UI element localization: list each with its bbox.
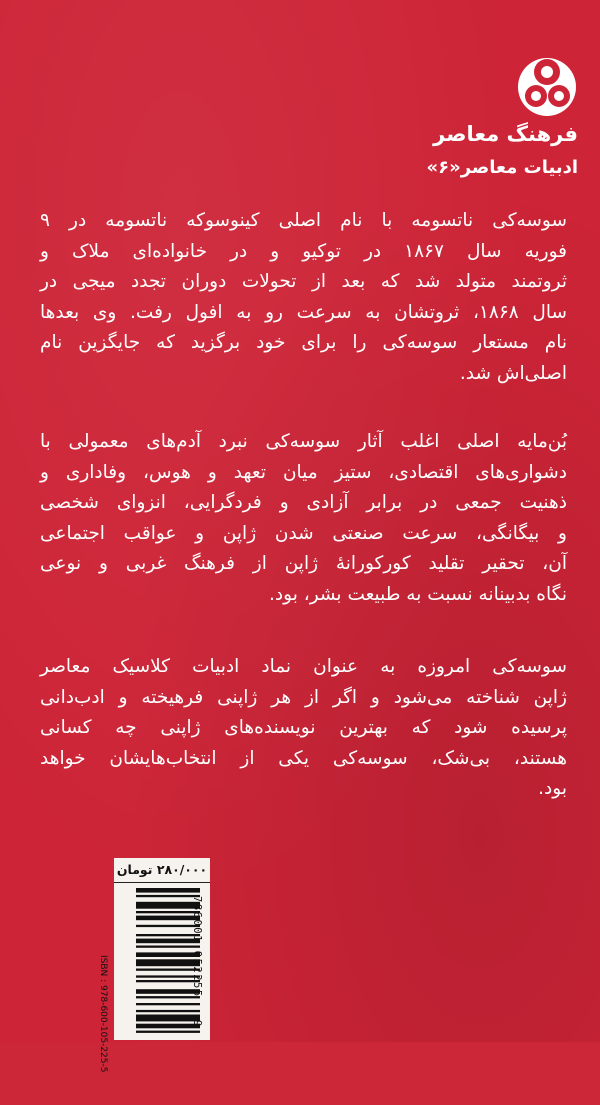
publisher-logo-icon [516, 56, 578, 118]
barcode-bar [136, 1010, 200, 1012]
isbn-number: ISBN : 978-600-105-225-5 [98, 955, 108, 1073]
paragraph-biography [40, 206, 567, 389]
text-line: نام مستعار سوسه‌کی را برای خود برگزید که جایگزین نام [40, 332, 567, 353]
text-line: سوسه‌کی ناتسومه با نام اصلی کینوسوکه ناتسومه در ۹ [40, 210, 567, 231]
text-line: دشواری‌های اقتصادی، ستیز میان تعهد و هوس، وفاداری و [40, 461, 567, 483]
text-line: هستند، بی‌شک، سوسه‌کی یکی از انتخاب‌هایشان خواهد [40, 747, 567, 769]
text-line: و بیگانگی، سرعت صنعتی شدن ژاپن و عواقب اجتماعی [40, 522, 567, 544]
barcode-digits: 786001 052255 [191, 896, 203, 998]
paragraph-themes [40, 427, 567, 610]
text-line: سوسه‌کی امروزه به عنوان نماد ادبیات کلاسیک معاصر [40, 656, 567, 677]
text-line: پرسیده شود که بهترین نویسنده‌های ژاپنی چه کسانی [40, 717, 567, 738]
text-line: آن، تحقیر تقلید کورکورانهٔ ژاپن از فرهنگ غربی و نوعی [40, 553, 567, 574]
barcode-bar [136, 1003, 200, 1005]
text-line: ژاپن شناخته می‌شود و اگر از هر ژاپنی فرهیخته و ادب‌دانی [40, 686, 567, 708]
series-title: ادبیات معاصر«۶» [426, 157, 578, 178]
text-line: بُن‌مایه اصلی اغلب آثار سوسه‌کی نبرد آدم‌های معمولی با [40, 431, 567, 452]
text-line: نگاه بدبینانه نسبت به طبیعت بشر، بود. [269, 583, 567, 605]
barcode-bar [136, 888, 200, 893]
publisher-name: فرهنگ معاصر [433, 122, 578, 146]
text-line: بود. [538, 778, 567, 799]
price-label: ۲۸۰/۰۰۰ تومان [114, 858, 210, 883]
barcode-bar [136, 1031, 200, 1033]
text-line: ذهنیت جمعی در برابر آزادی و فردگرایی، انزوای شخصی [40, 492, 567, 513]
text-line: فوریه سال ۱۸۶۷ در توکیو و در خانواده‌ای ملاک و [40, 240, 567, 262]
barcode-prefix: 9 [191, 1020, 203, 1027]
text-line: اصلی‌اش شد. [459, 362, 567, 384]
text-line: ثروتمند متولد شد که بعد از تحولات دوران تجدد میجی در [40, 271, 567, 292]
text-line: سال ۱۸۶۸، ثروتشان به سرعت رو به افول رفت. وی بعدها [40, 301, 568, 323]
paragraph-legacy [40, 652, 567, 805]
